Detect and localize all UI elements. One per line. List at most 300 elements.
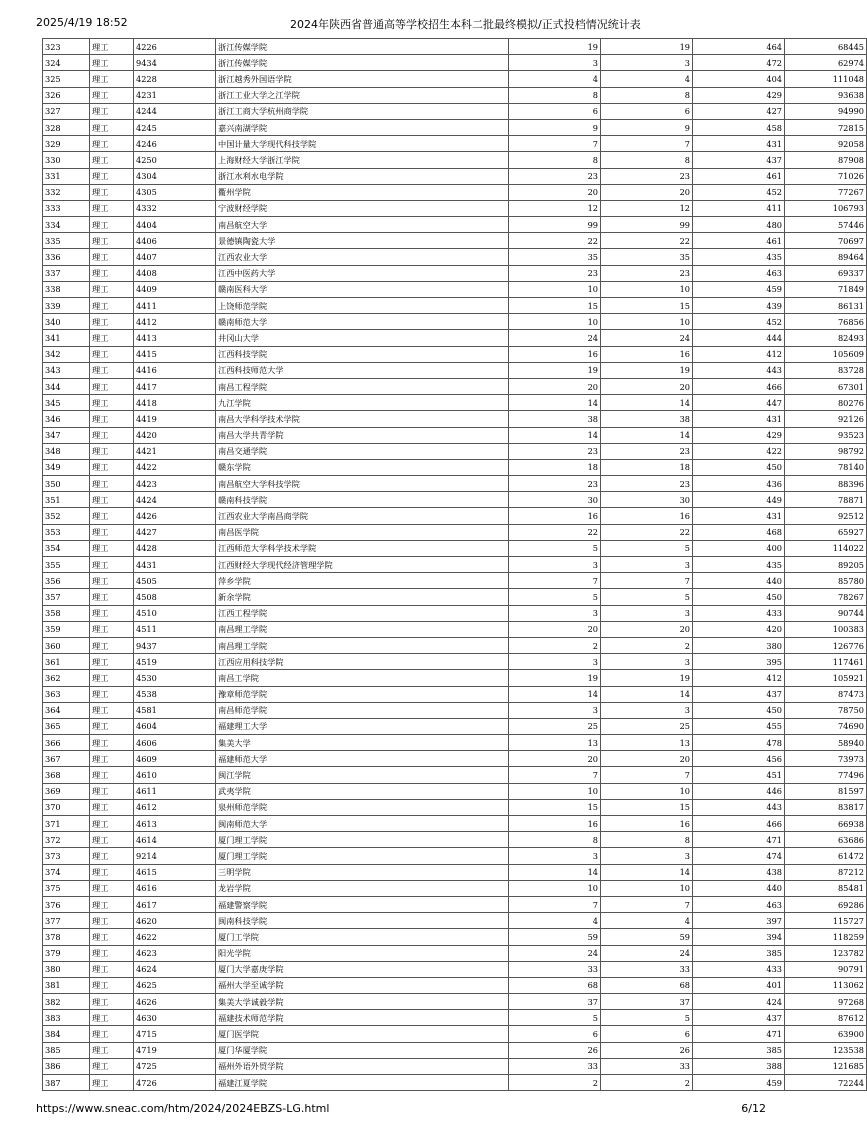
row-index-cell: 372 xyxy=(43,832,90,848)
school-name-cell: 厦门工学院 xyxy=(216,929,509,945)
subject-category-cell: 理工 xyxy=(90,524,134,540)
admitted-count-cell: 7 xyxy=(601,767,693,783)
admitted-count-cell: 16 xyxy=(601,346,693,362)
table-row xyxy=(43,249,867,265)
plan-count-cell: 5 xyxy=(509,589,601,605)
plan-count-cell: 35 xyxy=(509,249,601,265)
admitted-count-cell: 12 xyxy=(601,200,693,216)
row-index-cell: 377 xyxy=(43,913,90,929)
min-score-cell: 450 xyxy=(693,702,785,718)
plan-count-cell: 33 xyxy=(509,1058,601,1074)
row-index-cell: 331 xyxy=(43,168,90,184)
table-row xyxy=(43,233,867,249)
min-score-cell: 444 xyxy=(693,330,785,346)
min-score-cell: 449 xyxy=(693,492,785,508)
min-rank-cell: 90744 xyxy=(785,605,867,621)
min-rank-cell: 65927 xyxy=(785,524,867,540)
min-score-cell: 463 xyxy=(693,896,785,912)
school-code-cell: 4244 xyxy=(134,103,216,119)
subject-category-cell: 理工 xyxy=(90,508,134,524)
min-score-cell: 424 xyxy=(693,994,785,1010)
plan-count-cell: 23 xyxy=(509,476,601,492)
school-name-cell: 萍乡学院 xyxy=(216,573,509,589)
min-rank-cell: 58940 xyxy=(785,735,867,751)
school-name-cell: 福建警察学院 xyxy=(216,896,509,912)
school-code-cell: 4305 xyxy=(134,184,216,200)
min-score-cell: 427 xyxy=(693,103,785,119)
table-row xyxy=(43,589,867,605)
admitted-count-cell: 3 xyxy=(601,654,693,670)
admitted-count-cell: 3 xyxy=(601,702,693,718)
row-index-cell: 325 xyxy=(43,71,90,87)
row-index-cell: 367 xyxy=(43,751,90,767)
subject-category-cell: 理工 xyxy=(90,557,134,573)
min-rank-cell: 113062 xyxy=(785,977,867,993)
min-score-cell: 446 xyxy=(693,783,785,799)
subject-category-cell: 理工 xyxy=(90,492,134,508)
min-rank-cell: 73973 xyxy=(785,751,867,767)
subject-category-cell: 理工 xyxy=(90,621,134,637)
admitted-count-cell: 19 xyxy=(601,39,693,55)
table-row xyxy=(43,103,867,119)
plan-count-cell: 3 xyxy=(509,654,601,670)
admitted-count-cell: 3 xyxy=(601,605,693,621)
min-rank-cell: 126776 xyxy=(785,637,867,653)
school-code-cell: 4412 xyxy=(134,314,216,330)
min-score-cell: 412 xyxy=(693,346,785,362)
row-index-cell: 348 xyxy=(43,443,90,459)
admitted-count-cell: 59 xyxy=(601,929,693,945)
min-score-cell: 439 xyxy=(693,298,785,314)
plan-count-cell: 20 xyxy=(509,751,601,767)
school-code-cell: 4422 xyxy=(134,459,216,475)
plan-count-cell: 3 xyxy=(509,605,601,621)
row-index-cell: 384 xyxy=(43,1026,90,1042)
school-code-cell: 4616 xyxy=(134,880,216,896)
min-score-cell: 466 xyxy=(693,816,785,832)
subject-category-cell: 理工 xyxy=(90,767,134,783)
min-score-cell: 443 xyxy=(693,799,785,815)
min-score-cell: 429 xyxy=(693,87,785,103)
plan-count-cell: 15 xyxy=(509,799,601,815)
subject-category-cell: 理工 xyxy=(90,1058,134,1074)
school-code-cell: 4617 xyxy=(134,896,216,912)
min-rank-cell: 78750 xyxy=(785,702,867,718)
min-rank-cell: 90791 xyxy=(785,961,867,977)
min-score-cell: 468 xyxy=(693,524,785,540)
min-score-cell: 422 xyxy=(693,443,785,459)
school-code-cell: 4427 xyxy=(134,524,216,540)
school-code-cell: 4624 xyxy=(134,961,216,977)
subject-category-cell: 理工 xyxy=(90,686,134,702)
admitted-count-cell: 15 xyxy=(601,298,693,314)
row-index-cell: 329 xyxy=(43,136,90,152)
school-code-cell: 4630 xyxy=(134,1010,216,1026)
plan-count-cell: 7 xyxy=(509,136,601,152)
plan-count-cell: 19 xyxy=(509,39,601,55)
table-row xyxy=(43,880,867,896)
school-name-cell: 福建师范大学 xyxy=(216,751,509,767)
admitted-count-cell: 68 xyxy=(601,977,693,993)
school-code-cell: 4609 xyxy=(134,751,216,767)
row-index-cell: 370 xyxy=(43,799,90,815)
row-index-cell: 323 xyxy=(43,39,90,55)
row-index-cell: 343 xyxy=(43,362,90,378)
row-index-cell: 356 xyxy=(43,573,90,589)
school-code-cell: 4426 xyxy=(134,508,216,524)
school-name-cell: 南昌大学共青学院 xyxy=(216,427,509,443)
table-body xyxy=(43,39,867,1091)
row-index-cell: 351 xyxy=(43,492,90,508)
row-index-cell: 374 xyxy=(43,864,90,880)
min-rank-cell: 94990 xyxy=(785,103,867,119)
table-row xyxy=(43,540,867,556)
school-name-cell: 福建技术师范学院 xyxy=(216,1010,509,1026)
admitted-count-cell: 14 xyxy=(601,427,693,443)
min-score-cell: 452 xyxy=(693,314,785,330)
table-row xyxy=(43,945,867,961)
school-code-cell: 4530 xyxy=(134,670,216,686)
subject-category-cell: 理工 xyxy=(90,281,134,297)
school-code-cell: 4508 xyxy=(134,589,216,605)
subject-category-cell: 理工 xyxy=(90,119,134,135)
subject-category-cell: 理工 xyxy=(90,605,134,621)
admitted-count-cell: 20 xyxy=(601,621,693,637)
subject-category-cell: 理工 xyxy=(90,783,134,799)
table-row xyxy=(43,718,867,734)
min-rank-cell: 67301 xyxy=(785,378,867,394)
row-index-cell: 357 xyxy=(43,589,90,605)
admitted-count-cell: 24 xyxy=(601,945,693,961)
subject-category-cell: 理工 xyxy=(90,929,134,945)
admitted-count-cell: 26 xyxy=(601,1042,693,1058)
min-rank-cell: 62974 xyxy=(785,55,867,71)
row-index-cell: 327 xyxy=(43,103,90,119)
min-score-cell: 450 xyxy=(693,459,785,475)
min-score-cell: 433 xyxy=(693,605,785,621)
subject-category-cell: 理工 xyxy=(90,718,134,734)
min-score-cell: 456 xyxy=(693,751,785,767)
min-score-cell: 474 xyxy=(693,848,785,864)
table-row xyxy=(43,314,867,330)
admitted-count-cell: 8 xyxy=(601,152,693,168)
page-number: 6/12 xyxy=(741,1102,766,1115)
admitted-count-cell: 10 xyxy=(601,880,693,896)
min-score-cell: 461 xyxy=(693,168,785,184)
row-index-cell: 345 xyxy=(43,395,90,411)
school-code-cell: 4511 xyxy=(134,621,216,637)
subject-category-cell: 理工 xyxy=(90,265,134,281)
admitted-count-cell: 9 xyxy=(601,119,693,135)
table-row xyxy=(43,87,867,103)
table-row xyxy=(43,637,867,653)
admitted-count-cell: 8 xyxy=(601,832,693,848)
school-code-cell: 4606 xyxy=(134,735,216,751)
school-code-cell: 4604 xyxy=(134,718,216,734)
school-name-cell: 上饶师范学院 xyxy=(216,298,509,314)
min-rank-cell: 92058 xyxy=(785,136,867,152)
min-score-cell: 438 xyxy=(693,864,785,880)
min-score-cell: 450 xyxy=(693,589,785,605)
row-index-cell: 349 xyxy=(43,459,90,475)
subject-category-cell: 理工 xyxy=(90,87,134,103)
subject-category-cell: 理工 xyxy=(90,654,134,670)
school-code-cell: 4622 xyxy=(134,929,216,945)
subject-category-cell: 理工 xyxy=(90,476,134,492)
school-code-cell: 4404 xyxy=(134,217,216,233)
school-name-cell: 福州大学至诚学院 xyxy=(216,977,509,993)
table-row xyxy=(43,39,867,55)
row-index-cell: 358 xyxy=(43,605,90,621)
subject-category-cell: 理工 xyxy=(90,411,134,427)
school-name-cell: 南昌工学院 xyxy=(216,670,509,686)
table-row xyxy=(43,184,867,200)
row-index-cell: 378 xyxy=(43,929,90,945)
table-row xyxy=(43,55,867,71)
table-row xyxy=(43,929,867,945)
plan-count-cell: 7 xyxy=(509,896,601,912)
plan-count-cell: 20 xyxy=(509,378,601,394)
row-index-cell: 380 xyxy=(43,961,90,977)
plan-count-cell: 5 xyxy=(509,1010,601,1026)
admitted-count-cell: 23 xyxy=(601,443,693,459)
row-index-cell: 359 xyxy=(43,621,90,637)
plan-count-cell: 33 xyxy=(509,961,601,977)
min-rank-cell: 105921 xyxy=(785,670,867,686)
min-score-cell: 431 xyxy=(693,136,785,152)
subject-category-cell: 理工 xyxy=(90,459,134,475)
school-code-cell: 4423 xyxy=(134,476,216,492)
school-name-cell: 南昌理工学院 xyxy=(216,621,509,637)
row-index-cell: 341 xyxy=(43,330,90,346)
row-index-cell: 383 xyxy=(43,1010,90,1026)
plan-count-cell: 38 xyxy=(509,411,601,427)
school-code-cell: 4406 xyxy=(134,233,216,249)
min-rank-cell: 71849 xyxy=(785,281,867,297)
admitted-count-cell: 10 xyxy=(601,314,693,330)
min-rank-cell: 85780 xyxy=(785,573,867,589)
min-rank-cell: 111048 xyxy=(785,71,867,87)
min-rank-cell: 86131 xyxy=(785,298,867,314)
admitted-count-cell: 20 xyxy=(601,378,693,394)
min-rank-cell: 81597 xyxy=(785,783,867,799)
row-index-cell: 365 xyxy=(43,718,90,734)
school-name-cell: 赣南医科大学 xyxy=(216,281,509,297)
admitted-count-cell: 3 xyxy=(601,557,693,573)
table-row xyxy=(43,864,867,880)
min-score-cell: 412 xyxy=(693,670,785,686)
school-code-cell: 4304 xyxy=(134,168,216,184)
school-name-cell: 景德镇陶瓷大学 xyxy=(216,233,509,249)
min-rank-cell: 115727 xyxy=(785,913,867,929)
min-rank-cell: 63900 xyxy=(785,1026,867,1042)
row-index-cell: 355 xyxy=(43,557,90,573)
print-datetime: 2025/4/19 18:52 xyxy=(36,16,128,29)
school-name-cell: 福州外语外贸学院 xyxy=(216,1058,509,1074)
table-row xyxy=(43,346,867,362)
table-row xyxy=(43,200,867,216)
school-code-cell: 4625 xyxy=(134,977,216,993)
admitted-count-cell: 5 xyxy=(601,540,693,556)
admitted-count-cell: 4 xyxy=(601,71,693,87)
school-code-cell: 4719 xyxy=(134,1042,216,1058)
school-code-cell: 4613 xyxy=(134,816,216,832)
min-score-cell: 437 xyxy=(693,152,785,168)
admitted-count-cell: 22 xyxy=(601,524,693,540)
min-rank-cell: 71026 xyxy=(785,168,867,184)
plan-count-cell: 4 xyxy=(509,71,601,87)
min-rank-cell: 93523 xyxy=(785,427,867,443)
school-name-cell: 泉州师范学院 xyxy=(216,799,509,815)
table-row xyxy=(43,281,867,297)
min-score-cell: 461 xyxy=(693,233,785,249)
school-name-cell: 厦门华厦学院 xyxy=(216,1042,509,1058)
row-index-cell: 328 xyxy=(43,119,90,135)
subject-category-cell: 理工 xyxy=(90,913,134,929)
school-name-cell: 厦门理工学院 xyxy=(216,832,509,848)
school-name-cell: 中国计量大学现代科技学院 xyxy=(216,136,509,152)
row-index-cell: 332 xyxy=(43,184,90,200)
school-name-cell: 南昌医学院 xyxy=(216,524,509,540)
table-row xyxy=(43,832,867,848)
min-rank-cell: 57446 xyxy=(785,217,867,233)
admitted-count-cell: 99 xyxy=(601,217,693,233)
table-row xyxy=(43,799,867,815)
subject-category-cell: 理工 xyxy=(90,39,134,55)
page-url[interactable]: https://www.sneac.com/htm/2024/2024EBZS-LG.html xyxy=(36,1102,330,1115)
table-row xyxy=(43,913,867,929)
plan-count-cell: 20 xyxy=(509,184,601,200)
min-score-cell: 443 xyxy=(693,362,785,378)
table-row xyxy=(43,654,867,670)
school-code-cell: 4538 xyxy=(134,686,216,702)
table-row xyxy=(43,735,867,751)
school-name-cell: 阳光学院 xyxy=(216,945,509,961)
row-index-cell: 360 xyxy=(43,637,90,653)
plan-count-cell: 14 xyxy=(509,686,601,702)
school-name-cell: 浙江传媒学院 xyxy=(216,55,509,71)
school-code-cell: 4413 xyxy=(134,330,216,346)
school-name-cell: 浙江工业大学之江学院 xyxy=(216,87,509,103)
min-rank-cell: 87473 xyxy=(785,686,867,702)
plan-count-cell: 24 xyxy=(509,330,601,346)
plan-count-cell: 22 xyxy=(509,233,601,249)
row-index-cell: 376 xyxy=(43,896,90,912)
school-name-cell: 新余学院 xyxy=(216,589,509,605)
admitted-count-cell: 14 xyxy=(601,864,693,880)
admitted-count-cell: 35 xyxy=(601,249,693,265)
plan-count-cell: 7 xyxy=(509,573,601,589)
school-code-cell: 9214 xyxy=(134,848,216,864)
school-code-cell: 9437 xyxy=(134,637,216,653)
row-index-cell: 363 xyxy=(43,686,90,702)
school-name-cell: 福建江夏学院 xyxy=(216,1075,509,1091)
school-name-cell: 浙江传媒学院 xyxy=(216,39,509,55)
admitted-count-cell: 14 xyxy=(601,395,693,411)
min-score-cell: 437 xyxy=(693,1010,785,1026)
plan-count-cell: 3 xyxy=(509,557,601,573)
table-row xyxy=(43,119,867,135)
school-name-cell: 江西科技师范大学 xyxy=(216,362,509,378)
min-score-cell: 401 xyxy=(693,977,785,993)
school-code-cell: 4411 xyxy=(134,298,216,314)
table-row xyxy=(43,168,867,184)
admitted-count-cell: 33 xyxy=(601,1058,693,1074)
subject-category-cell: 理工 xyxy=(90,977,134,993)
row-index-cell: 362 xyxy=(43,670,90,686)
subject-category-cell: 理工 xyxy=(90,735,134,751)
school-name-cell: 宁波财经学院 xyxy=(216,200,509,216)
row-index-cell: 350 xyxy=(43,476,90,492)
min-rank-cell: 77267 xyxy=(785,184,867,200)
row-index-cell: 344 xyxy=(43,378,90,394)
admitted-count-cell: 19 xyxy=(601,670,693,686)
min-score-cell: 478 xyxy=(693,735,785,751)
admitted-count-cell: 10 xyxy=(601,783,693,799)
table-row xyxy=(43,751,867,767)
min-rank-cell: 100383 xyxy=(785,621,867,637)
min-score-cell: 440 xyxy=(693,573,785,589)
school-name-cell: 南昌师范学院 xyxy=(216,702,509,718)
school-name-cell: 龙岩学院 xyxy=(216,880,509,896)
min-rank-cell: 97268 xyxy=(785,994,867,1010)
school-code-cell: 4623 xyxy=(134,945,216,961)
min-rank-cell: 87908 xyxy=(785,152,867,168)
admitted-count-cell: 37 xyxy=(601,994,693,1010)
min-score-cell: 437 xyxy=(693,686,785,702)
school-code-cell: 4250 xyxy=(134,152,216,168)
subject-category-cell: 理工 xyxy=(90,249,134,265)
admitted-count-cell: 3 xyxy=(601,848,693,864)
table-row xyxy=(43,848,867,864)
admitted-count-cell: 30 xyxy=(601,492,693,508)
school-name-cell: 赣南科技学院 xyxy=(216,492,509,508)
min-score-cell: 431 xyxy=(693,508,785,524)
min-score-cell: 397 xyxy=(693,913,785,929)
school-code-cell: 4505 xyxy=(134,573,216,589)
subject-category-cell: 理工 xyxy=(90,589,134,605)
plan-count-cell: 59 xyxy=(509,929,601,945)
school-name-cell: 集美大学诚毅学院 xyxy=(216,994,509,1010)
min-rank-cell: 82493 xyxy=(785,330,867,346)
min-rank-cell: 85481 xyxy=(785,880,867,896)
subject-category-cell: 理工 xyxy=(90,1010,134,1026)
school-code-cell: 4726 xyxy=(134,1075,216,1091)
plan-count-cell: 10 xyxy=(509,281,601,297)
school-name-cell: 上海财经大学浙江学院 xyxy=(216,152,509,168)
min-rank-cell: 123538 xyxy=(785,1042,867,1058)
admitted-count-cell: 23 xyxy=(601,265,693,281)
subject-category-cell: 理工 xyxy=(90,168,134,184)
min-rank-cell: 70697 xyxy=(785,233,867,249)
school-name-cell: 嘉兴南湖学院 xyxy=(216,119,509,135)
school-code-cell: 4614 xyxy=(134,832,216,848)
row-index-cell: 340 xyxy=(43,314,90,330)
school-name-cell: 闽江学院 xyxy=(216,767,509,783)
school-name-cell: 九江学院 xyxy=(216,395,509,411)
table-row xyxy=(43,492,867,508)
table-row xyxy=(43,557,867,573)
subject-category-cell: 理工 xyxy=(90,1026,134,1042)
subject-category-cell: 理工 xyxy=(90,443,134,459)
min-score-cell: 435 xyxy=(693,249,785,265)
subject-category-cell: 理工 xyxy=(90,217,134,233)
school-code-cell: 4332 xyxy=(134,200,216,216)
plan-count-cell: 3 xyxy=(509,55,601,71)
admission-table xyxy=(42,38,867,1091)
row-index-cell: 326 xyxy=(43,87,90,103)
table-row xyxy=(43,1075,867,1091)
